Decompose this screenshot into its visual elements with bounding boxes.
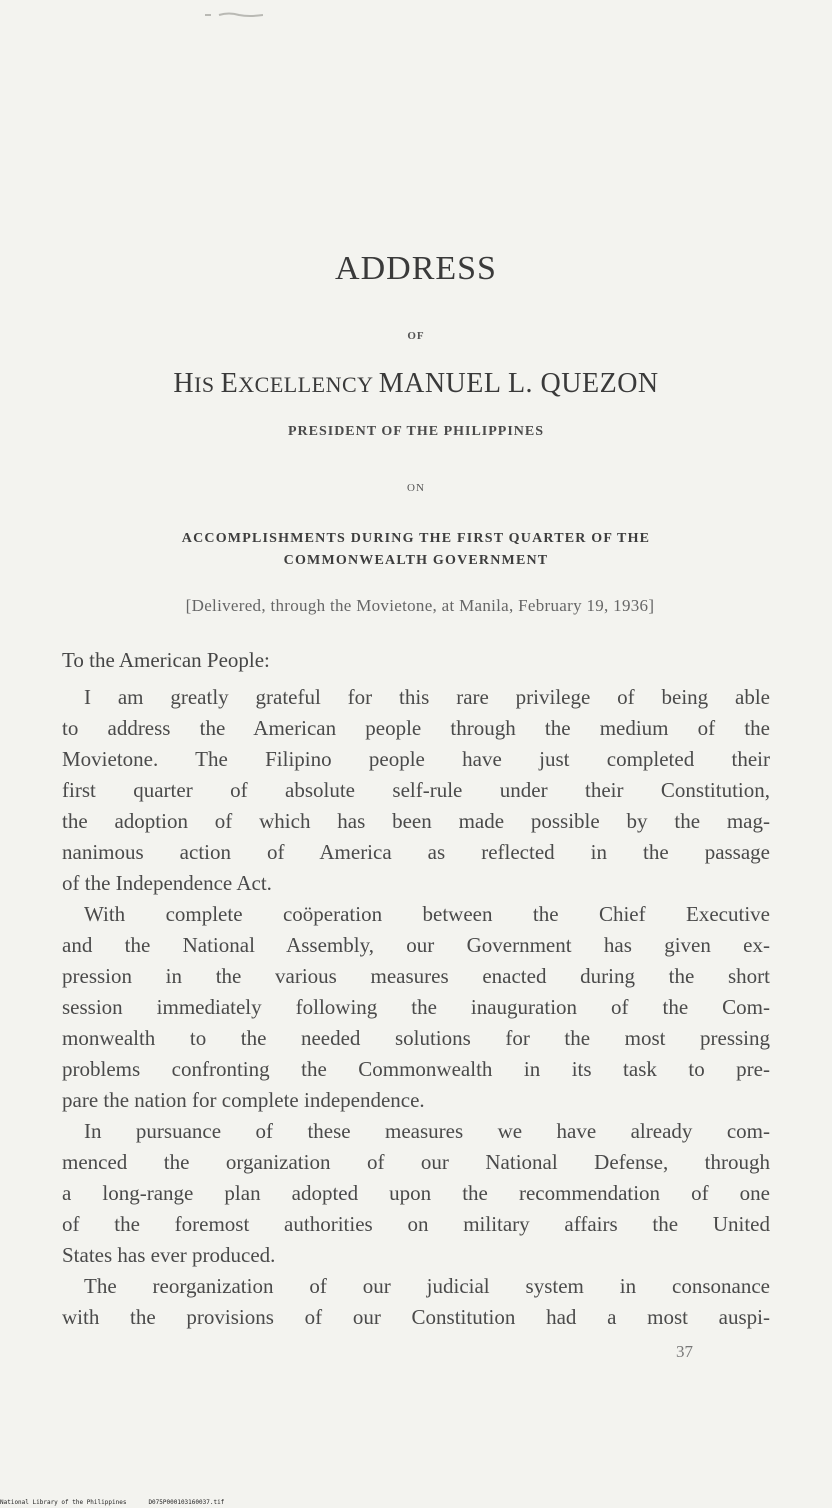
on-label: ON — [407, 482, 425, 494]
body-line: a long-range plan adopted upon the recommendation of one — [62, 1181, 770, 1205]
body-line: The reorganization of our judicial system in consonance — [84, 1274, 770, 1298]
body-line: States has ever produced. — [62, 1243, 276, 1267]
name-text: MANUEL L. QUEZON — [378, 368, 659, 399]
footer-file: D075P000103160037.tif — [148, 1499, 225, 1506]
footer-library: National Library of the Philippines — [0, 1499, 127, 1506]
body-line: menced the organization of our National Defense, through — [62, 1150, 770, 1174]
body-line: In pursuance of these measures we have already com- — [84, 1119, 770, 1143]
address-subject — [40, 528, 792, 572]
scan-mark — [205, 12, 263, 18]
page-number: 37 — [676, 1342, 693, 1361]
body-line: monwealth to the needed solutions for the most pressing — [62, 1026, 770, 1050]
body-line: to address the American people through the medium of the — [62, 716, 770, 740]
body-line: first quarter of absolute self-rule under their Constitution, — [62, 778, 770, 802]
body-line: Movietone. The Filipino people have just completed their — [62, 747, 770, 771]
subject-line-1: ACCOMPLISHMENTS DURING THE FIRST QUARTER OF THE — [181, 531, 651, 546]
body-line: with the provisions of our Constitution had a most auspi- — [62, 1305, 770, 1329]
name-prefix-rest: IS — [194, 372, 221, 397]
name-title-initial: E — [220, 368, 239, 399]
body-line: and the National Assembly, our Government has given ex- — [62, 933, 770, 957]
body-line: problems confronting the Commonwealth in its task to pre- — [62, 1057, 770, 1081]
body-line: of the Independence Act. — [62, 871, 272, 895]
salutation: To the American People: — [62, 648, 270, 672]
name-prefix-initial: H — [173, 368, 195, 399]
body-line: pression in the various measures enacted during the short — [62, 964, 770, 988]
page-title: ADDRESS — [335, 250, 497, 287]
body-line: I am greatly grateful for this rare privilege of being able — [84, 685, 770, 709]
speaker-name — [0, 368, 832, 400]
body-text — [62, 682, 770, 1333]
body-line: session immediately following the inauguration of the Com- — [62, 995, 770, 1019]
body-line: nanimous action of America as reflected in the passage — [62, 840, 770, 864]
of-label: OF — [407, 330, 425, 342]
body-line: of the foremost authorities on military affairs the United — [62, 1212, 770, 1236]
delivery-note: [Delivered, through the Movietone, at Manila, February 19, 1936] — [185, 596, 655, 615]
name-title-rest: XCELLENCY — [238, 372, 379, 397]
scan-footer — [0, 1499, 246, 1506]
body-line: pare the nation for complete independence. — [62, 1088, 425, 1112]
subject-line-2: COMMONWEALTH GOVERNMENT — [283, 553, 549, 568]
position-title: PRESIDENT OF THE PHILIPPINES — [287, 424, 545, 439]
body-line: the adoption of which has been made possible by the mag- — [62, 809, 770, 833]
body-line: With complete coöperation between the Chief Executive — [84, 902, 770, 926]
